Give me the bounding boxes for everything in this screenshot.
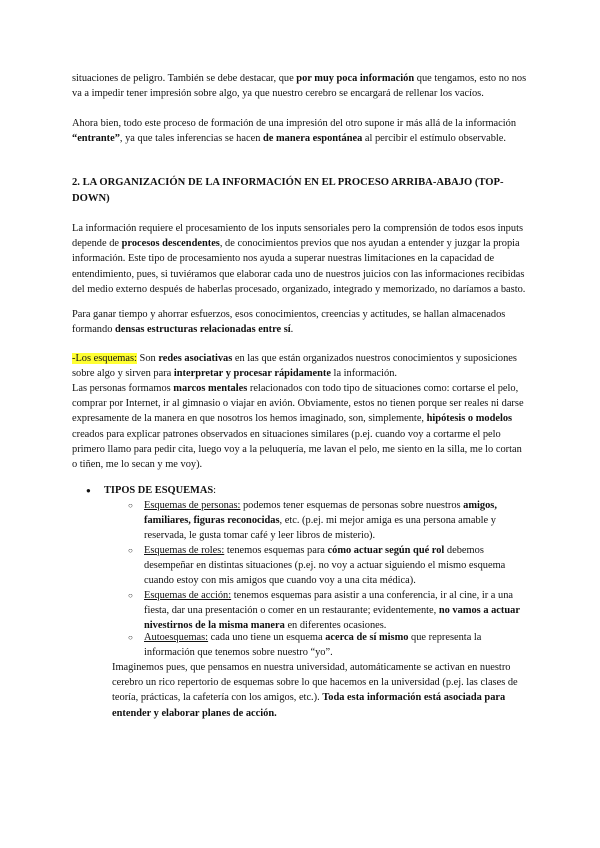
esquemas-paragraph: Las personas formamos marcos mentales relacionados con todo tipo de situaciones como: cortarse el pelo, comprar por Internet, ir al gimnasio o viajar en avión. Obviamente, estos no tienen porque ser reales ni darse expresamente de la manera en que nosotros los hemos imaginado, son, simplemente, hipótesis o modelos creados para explicar patrones observados en situaciones similares (p.ej. cuando voy a cortarme el pelo primero llamo para pedir cita, luego voy a la peluquería, me lavan el pelo, me siento en la silla, me lo cortan o tiñen, me lo secan y me voy).	[72, 383, 524, 471]
highlighted-term: -Los esquemas:	[72, 353, 137, 364]
circle-bullet-icon: ○	[128, 633, 133, 642]
section2-paragraph-2: Para ganar tiempo y ahorrar esfuerzos, esos conocimientos, creencias y actitudes, se hallan almacenados formando densas estructuras relacionadas entre sí.	[72, 309, 506, 336]
intro-paragraph-2: Ahora bien, todo este proceso de formación de una impresión del otro supone ir más allá de la información “entrante”, ya que tales inferencias se hacen de manera espontánea al percibir el estímulo observable.	[72, 118, 517, 145]
circle-bullet-icon: ○	[128, 591, 133, 600]
circle-bullet-icon: ○	[128, 546, 133, 555]
list-item-autoesquemas: Autoesquemas: cada uno tiene un esquema acerca de sí mismo que representa la información que tenemos sobre nuestro “yo”.	[144, 632, 482, 659]
list-item-accion: Esquemas de acción: tenemos esquemas para asistir a una conferencia, ir al cine, ir a una fiesta, dar una presentación o comer en un restaurante; evidentemente, no vamos a actuar nivestirnos de la misma manera en diferentes ocasiones.	[144, 590, 520, 632]
intro-paragraph-1: situaciones de peligro. También se debe destacar, que por muy poca información que tengamos, esto no nos va a impedir tener impresión sobre algo, ya que nuestro cerebro se encargará de rellenar los vacíos.	[72, 73, 527, 100]
circle-bullet-icon: ○	[128, 501, 133, 510]
esquemas-definition: -Los esquemas: Son redes asociativas en las que están organizados nuestros conocimientos y suposiciones sobre algo y sirven para interpretar y procesar rápidamente la información.	[72, 353, 517, 380]
section2-paragraph-1: La información requiere el procesamiento de los inputs sensoriales pero la comprensión de todos esos inputs depende de procesos descendentes, de conocimientos previos que nos ayudan a entender y juzgar la propia información. Este tipo de procesamiento nos ayuda a superar nuestras limitaciones en la capacidad de entendimiento, pues, si tuviéramos que elaborar cada uno de nuestros juicios con las informaciones recibidas del medio externo después de haberlas procesado, organizado, integrado y memorizado, no daríamos a basto.	[72, 223, 526, 295]
section-heading: 2. LA ORGANIZACIÓN DE LA INFORMACIÓN EN EL PROCESO ARRIBA-ABAJO (TOP-DOWN)	[72, 177, 504, 204]
bullet-icon: ●	[86, 486, 91, 495]
list-item-roles: Esquemas de roles: tenemos esquemas para cómo actuar según qué rol debemos desempeñar en distintas situaciones (p.ej. no voy a actuar siguiendo el mismo esquema cuando estoy con mis amigos que cuando voy a una cita médica).	[144, 545, 506, 587]
tipos-heading: TIPOS DE ESQUEMAS:	[104, 485, 217, 496]
closing-paragraph: Imaginemos pues, que pensamos en nuestra universidad, automáticamente se activan en nuestro cerebro un rico repertorio de esquemas sobre lo que hacemos en la universidad (p.ej. las clases de teoría, prácticas, la cafetería con los amigos, etc.). Toda esta información está asociada para entender y elaborar planes de acción.	[112, 662, 518, 719]
list-item-personas: Esquemas de personas: podemos tener esquemas de personas sobre nuestros amigos, familiares, figuras reconocidas, etc. (p.ej. mi mejor amiga es una persona amable y reservada, le gusta tomar café y leer libros de misterio).	[144, 500, 497, 542]
